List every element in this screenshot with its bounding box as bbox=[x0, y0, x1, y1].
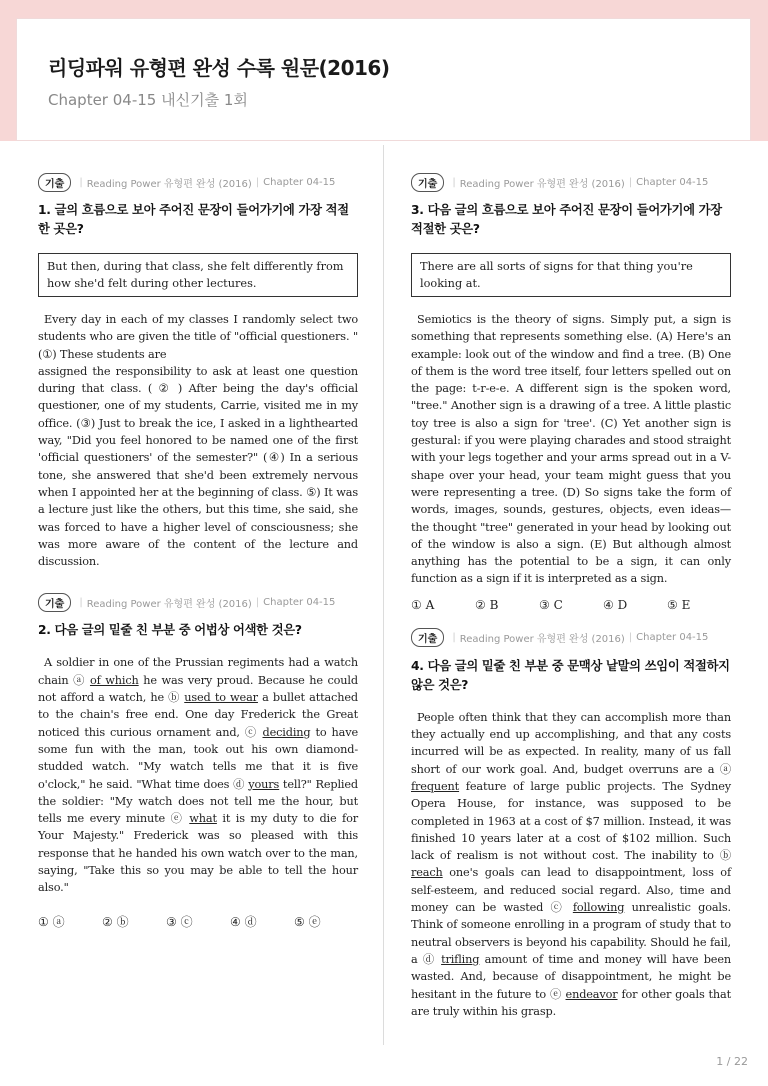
left-column bbox=[38, 172, 358, 930]
marker-d: ⓓ bbox=[422, 952, 436, 966]
question-2-title: 2. 다음 글의 밑줄 친 부분 중 어법상 어색한 것은? bbox=[38, 623, 302, 638]
separator: | bbox=[79, 596, 83, 608]
question-1-passage bbox=[38, 311, 358, 570]
page-subtitle: Chapter 04-15 내신기출 1회 bbox=[48, 91, 248, 109]
exam-tag: 기출 bbox=[38, 173, 71, 192]
underlined-d: trifling bbox=[441, 952, 480, 966]
passage-paragraph bbox=[411, 709, 731, 1020]
question-1-given-sentence: But then, during that class, she felt differently from how she'd felt during other lectures. bbox=[38, 253, 358, 297]
question-3-given-sentence: There are all sorts of signs for that thing you're looking at. bbox=[411, 253, 731, 297]
passage-text: unrealistic goals. Think of someone enrolling in a program of study that to neutral observers is beyond his capability. Should he fail, a bbox=[411, 901, 731, 966]
question-4-passage bbox=[411, 709, 731, 1020]
question-4-tag-row bbox=[411, 628, 731, 648]
marker-b: ⓑ bbox=[168, 691, 181, 705]
marker-e: ⓔ bbox=[549, 987, 562, 1001]
question-4-title: 4. 다음 글의 밑줄 친 부분 중 문맥상 낱말의 쓰임이 적절하지 않은 것은? bbox=[411, 658, 730, 692]
choice-option[interactable]: ① A bbox=[411, 597, 435, 612]
choice-option[interactable]: ⑤ E bbox=[667, 597, 691, 612]
choice-option[interactable]: ④ D bbox=[603, 597, 628, 612]
column-divider bbox=[383, 145, 384, 1045]
page-number: 1 / 22 bbox=[716, 1055, 748, 1068]
exam-tag: 기출 bbox=[411, 173, 444, 192]
chapter-label: Chapter 04-15 bbox=[636, 176, 709, 188]
passage-text: one's goals can lead to disappointment, loss of self-esteem, and reduced social regard. Also, time and money can be wasted bbox=[411, 866, 731, 915]
chapter-label: Chapter 04-15 bbox=[263, 596, 336, 608]
question-3-title: 3. 다음 글의 흐름으로 보아 주어진 문장이 들어가기에 가장 적절한 곳은? bbox=[411, 203, 722, 236]
underlined-a: of which bbox=[89, 673, 139, 687]
question-3-tag-row bbox=[411, 172, 731, 192]
right-column bbox=[411, 172, 731, 1020]
choice-option[interactable]: ③ C bbox=[539, 597, 563, 612]
underlined-d: yours bbox=[248, 777, 280, 791]
top-band bbox=[0, 0, 768, 18]
passage-text: to have some fun with the man, took out his own diamond-studded watch. "My watch tells me that it is five o'clock," he said. "What time does bbox=[38, 725, 358, 791]
passage-paragraph: assigned the responsibility to ask at least one question during that class. ( ② ) After being the day's official questioner, one of my students, Carrie, visited me in my office. (③) Just to break the ice, I asked in a lighthearted way, "Did you feel honored to be named one of the first 'official questioners' of the semester?" (④) In a serious tone, she answered that she'd been extremely nervous when I appointed her at the beginning of class. ⑤) It was a lecture just like the others, but this time, she said, she was forced to have a higher level of consciousness; she was more aware of the content of the lecture and discussion. bbox=[38, 364, 358, 569]
choice-option[interactable]: ② ⓑ bbox=[102, 914, 129, 929]
header-right-bar bbox=[751, 18, 768, 141]
question-2-tag-row bbox=[38, 592, 358, 612]
source-label: Reading Power 유형편 완성 (2016) bbox=[86, 598, 252, 610]
underlined-b: reach bbox=[411, 866, 443, 880]
marker-d: ⓓ bbox=[233, 777, 245, 791]
underlined-e: endeavor bbox=[565, 987, 618, 1001]
separator: | bbox=[628, 176, 633, 188]
question-3-choices bbox=[411, 598, 731, 612]
passage-text: A soldier in one of the Prussian regiments had a watch chain bbox=[38, 656, 358, 687]
choice-option[interactable]: ⑤ ⓔ bbox=[294, 914, 321, 929]
marker-c: ⓒ bbox=[244, 725, 258, 739]
underlined-a: frequent bbox=[411, 779, 460, 793]
question-2-passage bbox=[38, 654, 358, 896]
passage-paragraph bbox=[38, 654, 358, 896]
separator: | bbox=[255, 176, 260, 188]
page-title: 리딩파워 유형편 완성 수록 원문(2016) bbox=[48, 56, 390, 80]
question-1-title: 1. 글의 흐름으로 보아 주어진 문장이 들어가기에 가장 적절한 곳은? bbox=[38, 203, 349, 236]
separator: | bbox=[452, 632, 456, 644]
marker-e: ⓔ bbox=[170, 812, 184, 826]
passage-text: for other goals that are truly within his grasp. bbox=[411, 987, 731, 1018]
chapter-label: Chapter 04-15 bbox=[636, 632, 709, 644]
choice-option[interactable]: ① ⓐ bbox=[38, 914, 65, 929]
passage-text: it is my duty to die for Your Majesty." Frederick was so pleased with this response that he handed his own watch over to the man, saying, "Take this so you may be able to tell the hour also." bbox=[38, 812, 358, 895]
separator: | bbox=[79, 176, 83, 188]
exam-tag: 기출 bbox=[38, 593, 71, 612]
underlined-e: what bbox=[189, 812, 217, 826]
header-left-bar bbox=[0, 18, 16, 141]
source-label: Reading Power 유형편 완성 (2016) bbox=[459, 178, 625, 190]
marker-a: ⓐ bbox=[719, 762, 731, 776]
source-label: Reading Power 유형편 완성 (2016) bbox=[86, 178, 252, 190]
question-3-passage: Semiotics is the theory of signs. Simply put, a sign is something that represents something else. (A) Here's an example: look out of the window and find a tree. (B) One of them is the word tree itself, four letters spelled out on the page: t-r-e-e. A different sign is the spoken word, "tree." Another sign is a drawing of a tree. A little plastic toy tree is also a sign for 'tree'. (C) Yet another sign is gestural: if you were playing charades and stood straight with your legs together and your arms spread out in a V-shape over your head, your team might guess that you were representing a tree. (D) So signs take the form of words, images, sounds, gestures, objects, even ideas—the thought "tree" generated in your head by looking out of the window is also a sign. (E) But although almost anything has the potential to be a sign, it can only function as a sign if it is interpreted as a sign. bbox=[411, 313, 731, 586]
choice-option[interactable]: ② B bbox=[475, 597, 499, 612]
choice-option[interactable]: ④ ⓓ bbox=[230, 914, 257, 929]
choice-option[interactable]: ③ ⓒ bbox=[166, 914, 193, 929]
separator: | bbox=[255, 596, 260, 608]
separator: | bbox=[452, 176, 456, 188]
passage-paragraph: Every day in each of my classes I randomly select two students who are given the title of "official questioners. " (①) These students are bbox=[38, 313, 358, 361]
question-2-choices bbox=[38, 913, 358, 930]
passage-text: feature of large public projects. The Sydney Opera House, for instance, was supposed to be completed in 1963 at a cost of $7 million. Instead, it was finished 10 years later at a cost of $102 million. Such lack of realism is not without cost. The inability to bbox=[411, 779, 731, 863]
marker-a: ⓐ bbox=[73, 673, 86, 687]
question-1-tag-row bbox=[38, 172, 358, 192]
passage-text: tell?" Replied the soldier: "My watch does not tell me the hour, but tells me every minute bbox=[38, 777, 358, 826]
underlined-c: deciding bbox=[262, 725, 311, 739]
passage-text: a bullet attached to the chain's free end. One day Frederick the Great noticed this curious ornament and, bbox=[38, 691, 358, 739]
chapter-label: Chapter 04-15 bbox=[263, 176, 336, 188]
separator: | bbox=[628, 632, 633, 644]
underlined-c: following bbox=[572, 901, 625, 915]
passage-text: he was very proud. Because he could not afford a watch, he bbox=[38, 673, 358, 705]
underlined-b: used to wear bbox=[184, 691, 258, 705]
marker-c: ⓒ bbox=[550, 901, 566, 915]
exam-tag: 기출 bbox=[411, 628, 444, 647]
passage-text: People often think that they can accomplish more than they actually end up accomplishing, and that any costs incurred will be as expected. In reality, many of us fall short of our work goal. And, budget overruns are a bbox=[411, 710, 731, 776]
marker-b: ⓑ bbox=[719, 849, 731, 863]
passage-text: amount of time and money will have been wasted. And, because of disappointment, he might be hesitant in the future to bbox=[411, 952, 732, 1001]
source-label: Reading Power 유형편 완성 (2016) bbox=[459, 634, 625, 646]
